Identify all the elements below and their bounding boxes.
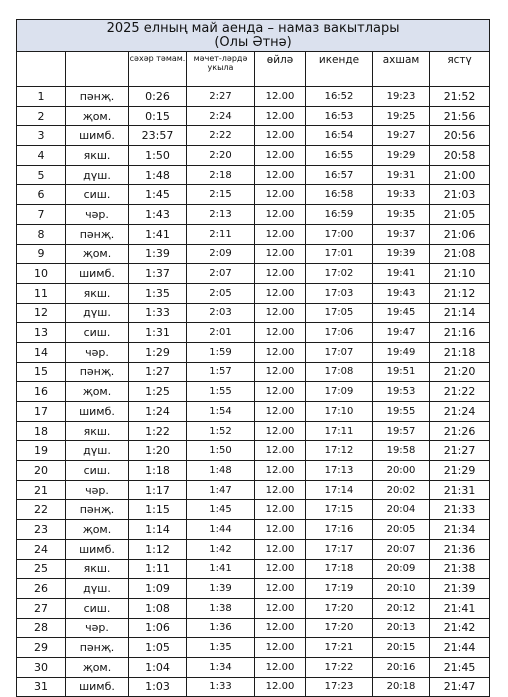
sahar-time-cell: 1:06 [129,618,187,638]
table-row [17,224,490,244]
weekday-cell: шимб. [66,264,129,284]
yastu-time-cell: 21:20 [430,362,490,382]
ahsham-time-cell: 19:45 [373,303,430,323]
ahsham-time-cell: 20:12 [373,598,430,618]
weekday-cell: шимб. [66,402,129,422]
table-row [17,657,490,677]
ikende-time-cell: 17:00 [306,224,373,244]
oile-time-cell: 12.00 [255,421,306,441]
sahar-time-cell: 1:04 [129,657,187,677]
ahsham-time-cell: 20:18 [373,677,430,697]
day-number-cell: 1 [17,87,66,107]
sahar-time-cell: 1:33 [129,303,187,323]
ahsham-time-cell: 19:35 [373,205,430,225]
day-number-cell: 20 [17,461,66,481]
table-row [17,205,490,225]
table-row [17,382,490,402]
ikende-time-cell: 17:18 [306,559,373,579]
weekday-cell: җом. [66,657,129,677]
mosque-time-cell: 2:05 [187,283,255,303]
oile-time-cell: 12.00 [255,342,306,362]
oile-time-cell: 12.00 [255,362,306,382]
header-number [17,52,66,87]
oile-time-cell: 12.00 [255,520,306,540]
ikende-time-cell: 17:01 [306,244,373,264]
day-number-cell: 16 [17,382,66,402]
mosque-time-cell: 2:15 [187,185,255,205]
oile-time-cell: 12.00 [255,224,306,244]
header-ahsham: ахшам [373,52,430,87]
sahar-time-cell: 1:43 [129,205,187,225]
table-row [17,106,490,126]
oile-time-cell: 12.00 [255,165,306,185]
sahar-time-cell: 1:39 [129,244,187,264]
sahar-time-cell: 1:11 [129,559,187,579]
table-row [17,677,490,697]
oile-time-cell: 12.00 [255,264,306,284]
ahsham-time-cell: 19:33 [373,185,430,205]
ahsham-time-cell: 19:53 [373,382,430,402]
mosque-time-cell: 1:38 [187,598,255,618]
weekday-cell: пәнҗ. [66,362,129,382]
sahar-time-cell: 1:27 [129,362,187,382]
yastu-time-cell: 20:56 [430,126,490,146]
yastu-time-cell: 20:58 [430,146,490,166]
sahar-time-cell: 1:41 [129,224,187,244]
ahsham-time-cell: 20:05 [373,520,430,540]
ikende-time-cell: 16:59 [306,205,373,225]
table-row [17,362,490,382]
oile-time-cell: 12.00 [255,303,306,323]
yastu-time-cell: 21:22 [430,382,490,402]
table-row [17,598,490,618]
header-day [66,52,129,87]
mosque-time-cell: 1:50 [187,441,255,461]
yastu-time-cell: 21:05 [430,205,490,225]
day-number-cell: 10 [17,264,66,284]
oile-time-cell: 12.00 [255,205,306,225]
weekday-cell: чәр. [66,480,129,500]
mosque-time-cell: 1:44 [187,520,255,540]
day-number-cell: 21 [17,480,66,500]
table-row [17,264,490,284]
yastu-time-cell: 21:06 [430,224,490,244]
ahsham-time-cell: 20:16 [373,657,430,677]
yastu-time-cell: 21:42 [430,618,490,638]
sahar-time-cell: 1:29 [129,342,187,362]
ahsham-time-cell: 20:10 [373,579,430,599]
table-row [17,185,490,205]
oile-time-cell: 12.00 [255,185,306,205]
mosque-time-cell: 2:20 [187,146,255,166]
table-row [17,441,490,461]
ikende-time-cell: 16:58 [306,185,373,205]
ahsham-time-cell: 19:39 [373,244,430,264]
yastu-time-cell: 21:31 [430,480,490,500]
mosque-time-cell: 2:27 [187,87,255,107]
title-line-1: 2025 елның май аенда – намаз вакытлары [106,20,400,36]
oile-time-cell: 12.00 [255,146,306,166]
table-row [17,421,490,441]
sahar-time-cell: 1:50 [129,146,187,166]
ahsham-time-cell: 20:02 [373,480,430,500]
ahsham-time-cell: 20:09 [373,559,430,579]
oile-time-cell: 12.00 [255,461,306,481]
sahar-time-cell: 1:25 [129,382,187,402]
ikende-time-cell: 17:21 [306,638,373,658]
table-row [17,87,490,107]
weekday-cell: пәнҗ. [66,500,129,520]
ikende-time-cell: 17:02 [306,264,373,284]
day-number-cell: 5 [17,165,66,185]
weekday-cell: чәр. [66,205,129,225]
sahar-time-cell: 1:05 [129,638,187,658]
weekday-cell: шимб. [66,677,129,697]
sahar-time-cell: 23:57 [129,126,187,146]
sahar-time-cell: 1:03 [129,677,187,697]
header-sahar: сәхәр тәмам. [129,52,187,87]
sahar-time-cell: 1:08 [129,598,187,618]
weekday-cell: җом. [66,106,129,126]
day-number-cell: 11 [17,283,66,303]
sahar-time-cell: 1:14 [129,520,187,540]
ahsham-time-cell: 19:29 [373,146,430,166]
table-row [17,146,490,166]
prayer-times-table [16,19,490,697]
ahsham-time-cell: 19:31 [373,165,430,185]
weekday-cell: җом. [66,244,129,264]
mosque-time-cell: 1:36 [187,618,255,638]
header-mosque: мәчет-ләрдә укыла [187,52,255,87]
oile-time-cell: 12.00 [255,539,306,559]
oile-time-cell: 12.00 [255,559,306,579]
mosque-time-cell: 1:48 [187,461,255,481]
yastu-time-cell: 21:27 [430,441,490,461]
oile-time-cell: 12.00 [255,677,306,697]
weekday-cell: чәр. [66,342,129,362]
ikende-time-cell: 17:23 [306,677,373,697]
day-number-cell: 14 [17,342,66,362]
mosque-time-cell: 1:57 [187,362,255,382]
sahar-time-cell: 1:15 [129,500,187,520]
ikende-time-cell: 17:05 [306,303,373,323]
ikende-time-cell: 17:11 [306,421,373,441]
mosque-time-cell: 2:09 [187,244,255,264]
oile-time-cell: 12.00 [255,106,306,126]
mosque-time-cell: 1:45 [187,500,255,520]
table-row [17,283,490,303]
weekday-cell: җом. [66,382,129,402]
ikende-time-cell: 16:54 [306,126,373,146]
yastu-time-cell: 21:44 [430,638,490,658]
table-row [17,126,490,146]
yastu-time-cell: 21:45 [430,657,490,677]
table-row [17,165,490,185]
table-row [17,579,490,599]
sahar-time-cell: 1:12 [129,539,187,559]
sahar-time-cell: 1:22 [129,421,187,441]
oile-time-cell: 12.00 [255,579,306,599]
column-header-row [17,52,490,87]
yastu-time-cell: 21:34 [430,520,490,540]
oile-time-cell: 12.00 [255,638,306,658]
ahsham-time-cell: 19:43 [373,283,430,303]
yastu-time-cell: 21:33 [430,500,490,520]
yastu-time-cell: 21:36 [430,539,490,559]
mosque-time-cell: 2:22 [187,126,255,146]
ikende-time-cell: 17:08 [306,362,373,382]
mosque-time-cell: 2:03 [187,303,255,323]
day-number-cell: 17 [17,402,66,422]
ikende-time-cell: 17:15 [306,500,373,520]
ikende-time-cell: 17:07 [306,342,373,362]
oile-time-cell: 12.00 [255,382,306,402]
sahar-time-cell: 0:26 [129,87,187,107]
day-number-cell: 29 [17,638,66,658]
yastu-time-cell: 21:52 [430,87,490,107]
day-number-cell: 19 [17,441,66,461]
table-row [17,323,490,343]
ahsham-time-cell: 20:04 [373,500,430,520]
ikende-time-cell: 17:12 [306,441,373,461]
day-number-cell: 23 [17,520,66,540]
ikende-time-cell: 17:16 [306,520,373,540]
weekday-cell: чәр. [66,618,129,638]
ikende-time-cell: 17:17 [306,539,373,559]
ahsham-time-cell: 20:07 [373,539,430,559]
day-number-cell: 8 [17,224,66,244]
weekday-cell: дүш. [66,441,129,461]
mosque-time-cell: 1:52 [187,421,255,441]
ahsham-time-cell: 19:27 [373,126,430,146]
yastu-time-cell: 21:41 [430,598,490,618]
ahsham-time-cell: 19:47 [373,323,430,343]
weekday-cell: сиш. [66,323,129,343]
oile-time-cell: 12.00 [255,283,306,303]
yastu-time-cell: 21:18 [430,342,490,362]
ikende-time-cell: 16:52 [306,87,373,107]
table-body [17,87,490,697]
weekday-cell: сиш. [66,598,129,618]
ahsham-time-cell: 19:49 [373,342,430,362]
day-number-cell: 30 [17,657,66,677]
prayer-times-sheet [16,19,489,697]
weekday-cell: шимб. [66,126,129,146]
table-row [17,539,490,559]
oile-time-cell: 12.00 [255,87,306,107]
weekday-cell: якш. [66,559,129,579]
table-row [17,559,490,579]
ahsham-time-cell: 20:15 [373,638,430,658]
ahsham-time-cell: 19:23 [373,87,430,107]
oile-time-cell: 12.00 [255,402,306,422]
oile-time-cell: 12.00 [255,598,306,618]
day-number-cell: 12 [17,303,66,323]
table-row [17,480,490,500]
yastu-time-cell: 21:14 [430,303,490,323]
yastu-time-cell: 21:08 [430,244,490,264]
ikende-time-cell: 17:06 [306,323,373,343]
yastu-time-cell: 21:39 [430,579,490,599]
weekday-cell: пәнҗ. [66,638,129,658]
weekday-cell: сиш. [66,185,129,205]
table-row [17,520,490,540]
ikende-time-cell: 16:55 [306,146,373,166]
weekday-cell: якш. [66,421,129,441]
weekday-cell: пәнҗ. [66,224,129,244]
day-number-cell: 27 [17,598,66,618]
mosque-time-cell: 1:34 [187,657,255,677]
yastu-time-cell: 21:26 [430,421,490,441]
day-number-cell: 28 [17,618,66,638]
sahar-time-cell: 1:31 [129,323,187,343]
header-oile: өйлә [255,52,306,87]
oile-time-cell: 12.00 [255,244,306,264]
table-title [17,20,490,52]
weekday-cell: җом. [66,520,129,540]
mosque-time-cell: 2:24 [187,106,255,126]
mosque-time-cell: 1:35 [187,638,255,658]
oile-time-cell: 12.00 [255,126,306,146]
oile-time-cell: 12.00 [255,441,306,461]
weekday-cell: дүш. [66,579,129,599]
weekday-cell: пәнҗ. [66,87,129,107]
weekday-cell: якш. [66,283,129,303]
ikende-time-cell: 16:57 [306,165,373,185]
yastu-time-cell: 21:38 [430,559,490,579]
ikende-time-cell: 17:14 [306,480,373,500]
day-number-cell: 15 [17,362,66,382]
oile-time-cell: 12.00 [255,500,306,520]
ahsham-time-cell: 19:25 [373,106,430,126]
ahsham-time-cell: 20:00 [373,461,430,481]
table-row [17,303,490,323]
yastu-time-cell: 21:56 [430,106,490,126]
weekday-cell: шимб. [66,539,129,559]
mosque-time-cell: 1:47 [187,480,255,500]
ahsham-time-cell: 19:55 [373,402,430,422]
mosque-time-cell: 1:42 [187,539,255,559]
ahsham-time-cell: 19:58 [373,441,430,461]
yastu-time-cell: 21:12 [430,283,490,303]
mosque-time-cell: 1:33 [187,677,255,697]
ikende-time-cell: 17:20 [306,598,373,618]
sahar-time-cell: 0:15 [129,106,187,126]
header-yastu: ястү [430,52,490,87]
mosque-time-cell: 1:55 [187,382,255,402]
yastu-time-cell: 21:10 [430,264,490,284]
title-line-2: (Олы Әтнә) [214,34,292,50]
oile-time-cell: 12.00 [255,323,306,343]
yastu-time-cell: 21:16 [430,323,490,343]
ikende-time-cell: 17:22 [306,657,373,677]
sahar-time-cell: 1:17 [129,480,187,500]
sahar-time-cell: 1:37 [129,264,187,284]
ahsham-time-cell: 19:37 [373,224,430,244]
table-row [17,402,490,422]
ikende-time-cell: 17:13 [306,461,373,481]
header-ikende: икенде [306,52,373,87]
day-number-cell: 3 [17,126,66,146]
sahar-time-cell: 1:20 [129,441,187,461]
sahar-time-cell: 1:24 [129,402,187,422]
weekday-cell: сиш. [66,461,129,481]
weekday-cell: дүш. [66,165,129,185]
day-number-cell: 25 [17,559,66,579]
sahar-time-cell: 1:09 [129,579,187,599]
oile-time-cell: 12.00 [255,618,306,638]
day-number-cell: 2 [17,106,66,126]
mosque-time-cell: 1:41 [187,559,255,579]
day-number-cell: 13 [17,323,66,343]
ahsham-time-cell: 19:51 [373,362,430,382]
table-row [17,500,490,520]
sahar-time-cell: 1:35 [129,283,187,303]
day-number-cell: 24 [17,539,66,559]
mosque-time-cell: 1:54 [187,402,255,422]
mosque-time-cell: 2:13 [187,205,255,225]
table-row [17,618,490,638]
ahsham-time-cell: 20:13 [373,618,430,638]
mosque-time-cell: 2:18 [187,165,255,185]
ikende-time-cell: 17:03 [306,283,373,303]
yastu-time-cell: 21:24 [430,402,490,422]
ikende-time-cell: 17:20 [306,618,373,638]
oile-time-cell: 12.00 [255,657,306,677]
oile-time-cell: 12.00 [255,480,306,500]
ahsham-time-cell: 19:41 [373,264,430,284]
day-number-cell: 7 [17,205,66,225]
day-number-cell: 22 [17,500,66,520]
day-number-cell: 26 [17,579,66,599]
table-row [17,638,490,658]
day-number-cell: 4 [17,146,66,166]
sahar-time-cell: 1:48 [129,165,187,185]
mosque-time-cell: 2:01 [187,323,255,343]
yastu-time-cell: 21:47 [430,677,490,697]
mosque-time-cell: 2:11 [187,224,255,244]
yastu-time-cell: 21:03 [430,185,490,205]
table-row [17,342,490,362]
sahar-time-cell: 1:18 [129,461,187,481]
weekday-cell: якш. [66,146,129,166]
yastu-time-cell: 21:00 [430,165,490,185]
sahar-time-cell: 1:45 [129,185,187,205]
ahsham-time-cell: 19:57 [373,421,430,441]
mosque-time-cell: 2:07 [187,264,255,284]
ikende-time-cell: 17:19 [306,579,373,599]
weekday-cell: дүш. [66,303,129,323]
table-row [17,461,490,481]
day-number-cell: 31 [17,677,66,697]
day-number-cell: 9 [17,244,66,264]
ikende-time-cell: 16:53 [306,106,373,126]
mosque-time-cell: 1:39 [187,579,255,599]
day-number-cell: 6 [17,185,66,205]
yastu-time-cell: 21:29 [430,461,490,481]
day-number-cell: 18 [17,421,66,441]
table-row [17,244,490,264]
ikende-time-cell: 17:09 [306,382,373,402]
ikende-time-cell: 17:10 [306,402,373,422]
mosque-time-cell: 1:59 [187,342,255,362]
